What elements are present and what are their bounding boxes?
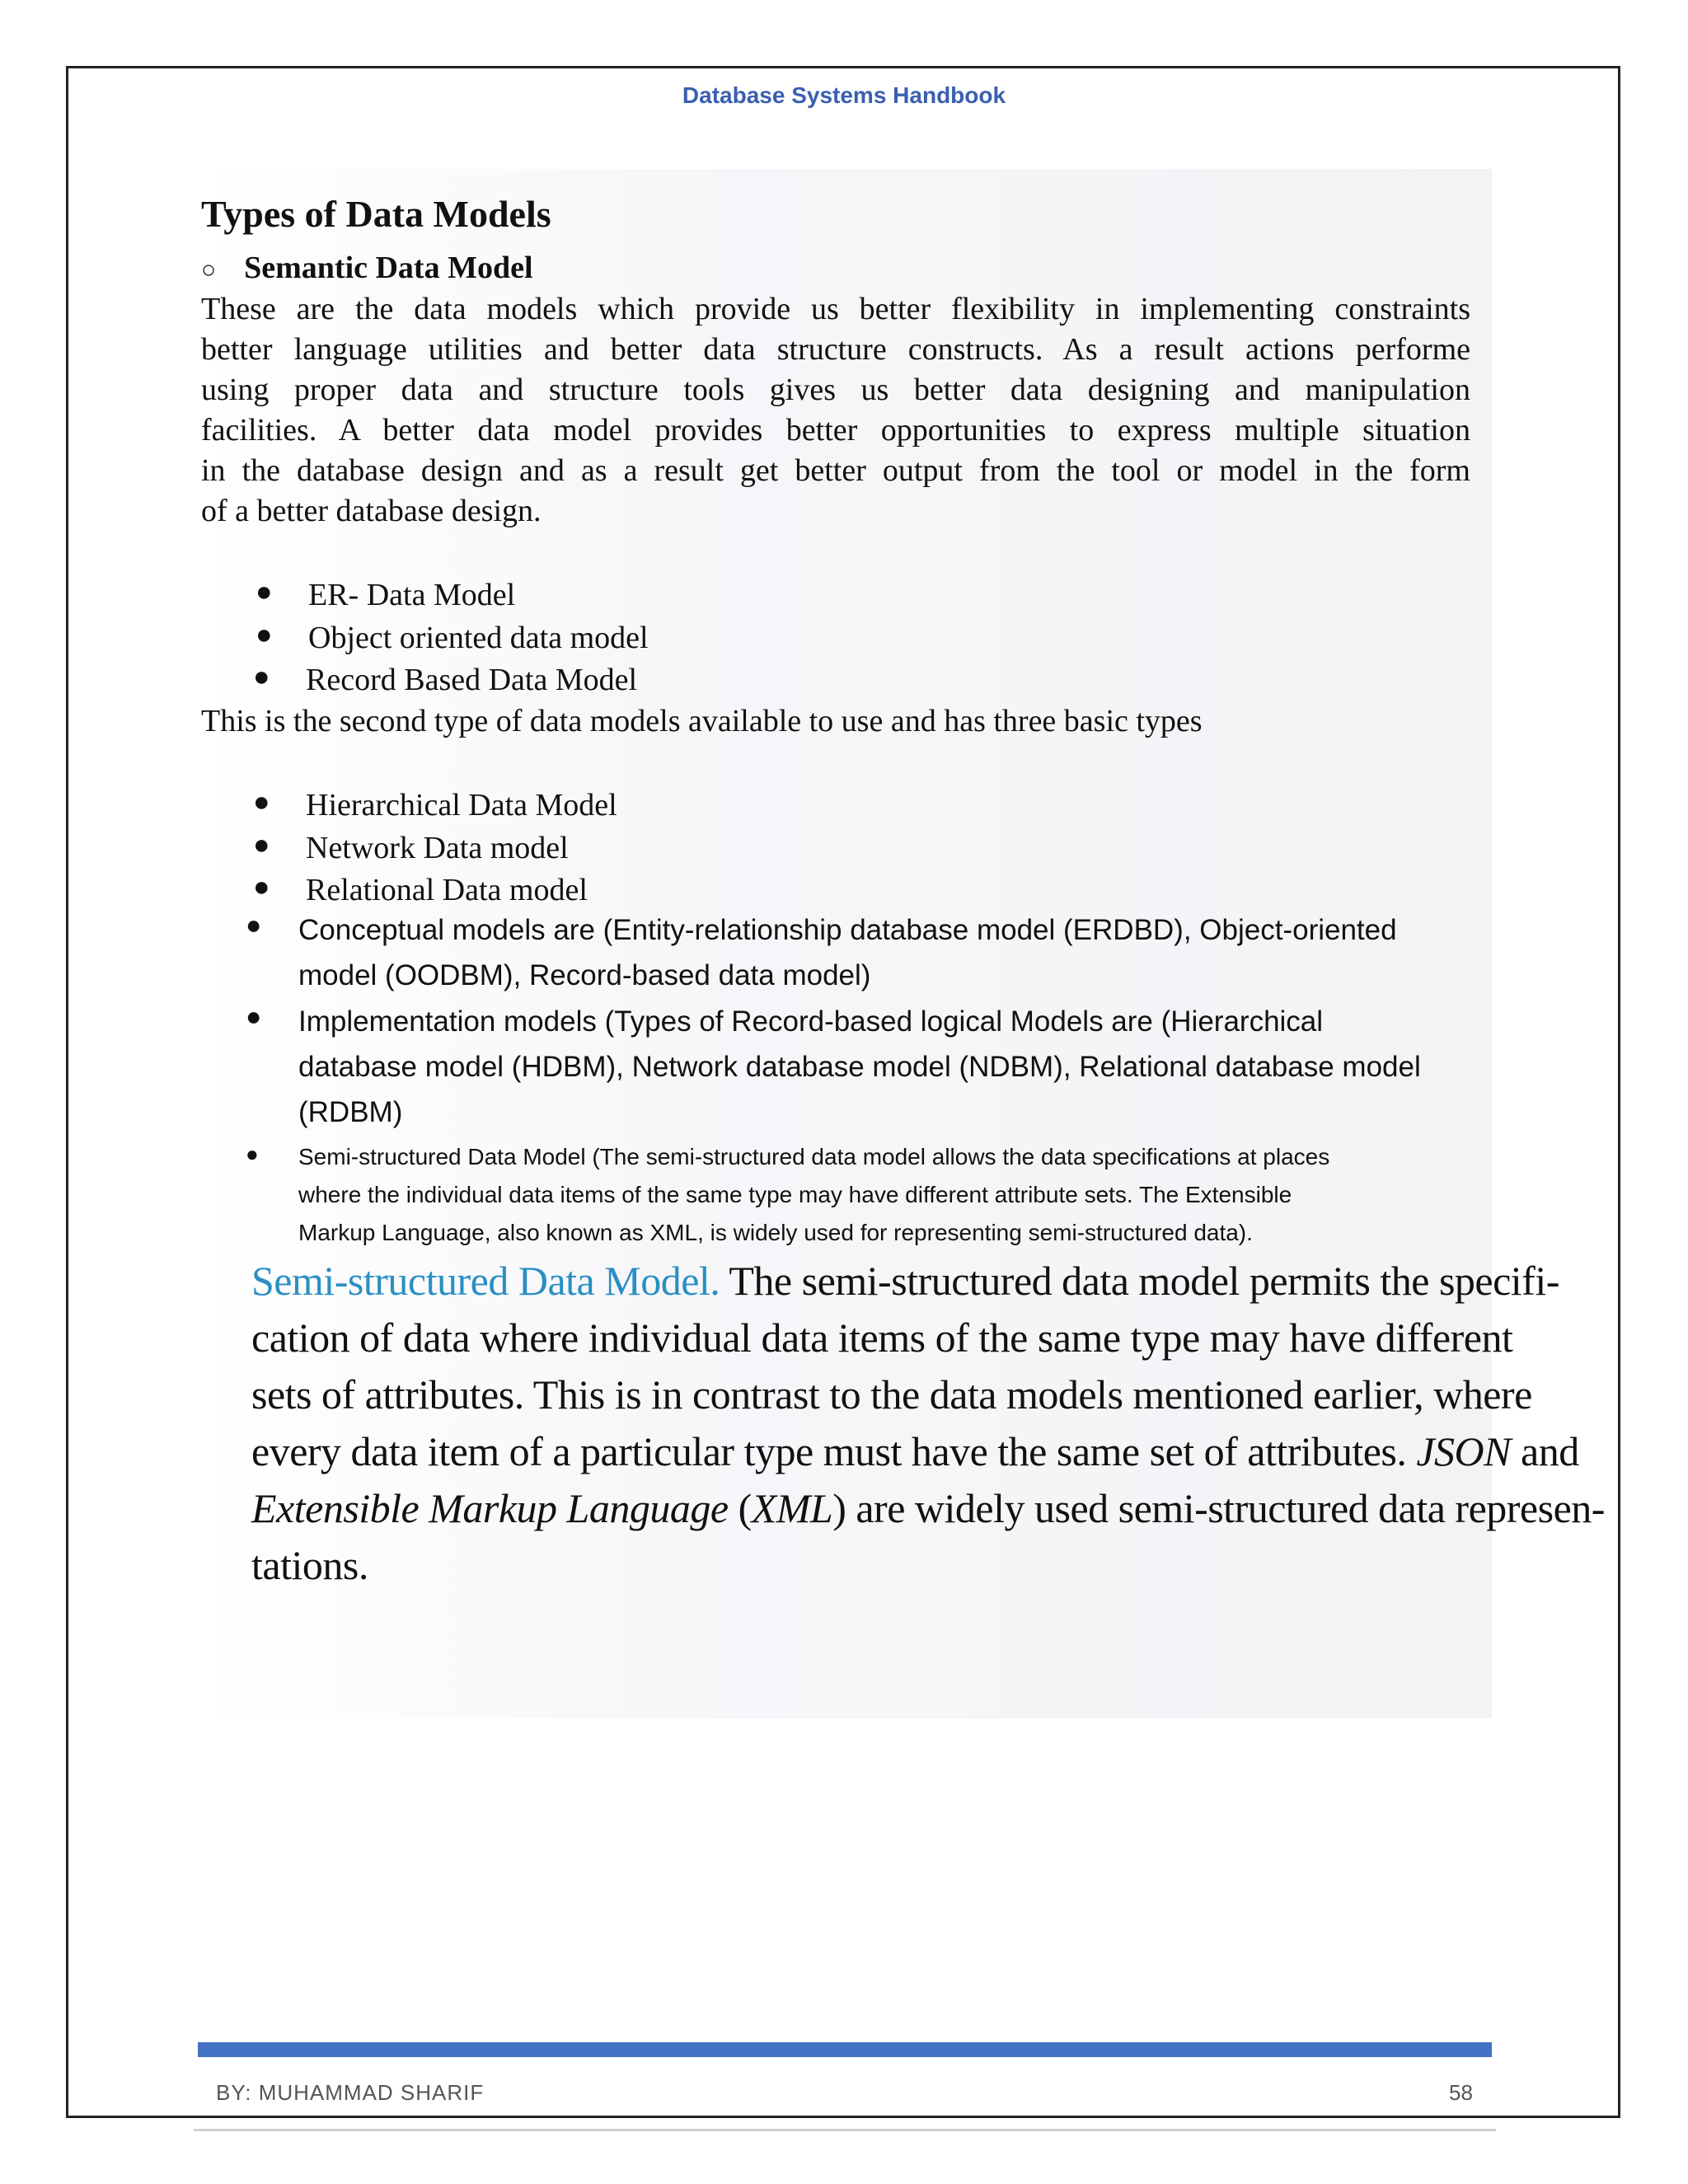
paragraph-line: using proper data and structure tools gives us better data designing and manipulation — [201, 373, 1470, 407]
bullet-icon: ● — [256, 577, 273, 607]
paragraph-line: facilities. A better data model provides better opportunities to express multiple situation — [201, 413, 1470, 448]
bullet-icon: ● — [256, 620, 273, 650]
paragraph-line: in the database design and as a result get better output from the tool or model in the form — [201, 453, 1470, 488]
paragraph-line: These are the data models which provide us better flexibility in implementing constraints — [201, 292, 1470, 326]
page-header-title: Database Systems Handbook — [682, 82, 1006, 108]
record-based-intro: This is the second type of data models available to use and has three basic types — [201, 704, 1203, 738]
circle-bullet-icon: ○ — [201, 256, 217, 284]
bullet-icon: ● — [246, 910, 262, 940]
bullet-icon: ● — [246, 1142, 259, 1166]
conceptual-models-line: model (OODBM), Record-based data model) — [298, 959, 871, 991]
divider — [194, 2129, 1496, 2131]
semi-structured-note-line: Markup Language, also known as XML, is widely used for representing semi-structured data). — [298, 1220, 1253, 1245]
implementation-models-line: (RDBM) — [298, 1096, 403, 1128]
list-item: ● ER- Data Model — [256, 577, 516, 612]
bullet-icon: ● — [253, 830, 270, 860]
bullet-icon: ● — [246, 1001, 262, 1031]
conceptual-models-line: Conceptual models are (Entity-relationship database model (ERDBD), Object-oriented — [298, 914, 1397, 946]
semi-structured-note-line: Semi-structured Data Model (The semi-structured data model allows the data specifications at places — [298, 1144, 1330, 1169]
excerpt-line: tations. — [251, 1542, 368, 1588]
list-item: ● Object oriented data model — [256, 620, 649, 655]
list-item: ● Relational Data model — [253, 872, 588, 907]
excerpt-line: every data item of a particular type must have the same set of attributes. JSON and — [251, 1428, 1579, 1474]
bullet-icon: ● — [253, 872, 270, 902]
list-item: ● Hierarchical Data Model — [253, 787, 617, 823]
implementation-models-line: database model (HDBM), Network database model (NDBM), Relational database model — [298, 1051, 1421, 1083]
footer-bar — [198, 2042, 1492, 2057]
implementation-models-line: Implementation models (Types of Record-based logical Models are (Hierarchical — [298, 1005, 1324, 1038]
excerpt-term: Semi-structured Data Model. — [251, 1258, 720, 1304]
list-item: ● Network Data model — [253, 830, 569, 865]
footer-author: BY: MUHAMMAD SHARIF — [216, 2080, 485, 2105]
list-item: ● Record Based Data Model — [253, 662, 638, 697]
subheading-text: Semantic Data Model — [244, 251, 533, 285]
bullet-icon: ● — [253, 662, 270, 692]
page-number: 58 — [1449, 2080, 1473, 2105]
excerpt-line: Extensible Markup Language (XML) are widely used semi-structured data represen- — [251, 1485, 1605, 1531]
paragraph-line: of a better database design. — [201, 494, 542, 528]
excerpt-line: cation of data where individual data items of the same type may have different — [251, 1315, 1513, 1361]
excerpt-line: sets of attributes. This is in contrast to the data models mentioned earlier, where — [251, 1371, 1532, 1418]
section-title: Types of Data Models — [201, 193, 551, 235]
subheading — [201, 250, 533, 286]
bullet-icon: ● — [253, 787, 270, 818]
paragraph-line: better language utilities and better data structure constructs. As a result actions performe — [201, 332, 1470, 367]
semi-structured-note-line: where the individual data items of the same type may have different attribute sets. The Extensible — [298, 1182, 1292, 1207]
excerpt-line: Semi-structured Data Model. The semi-structured data model permits the specifi- — [251, 1258, 1559, 1304]
